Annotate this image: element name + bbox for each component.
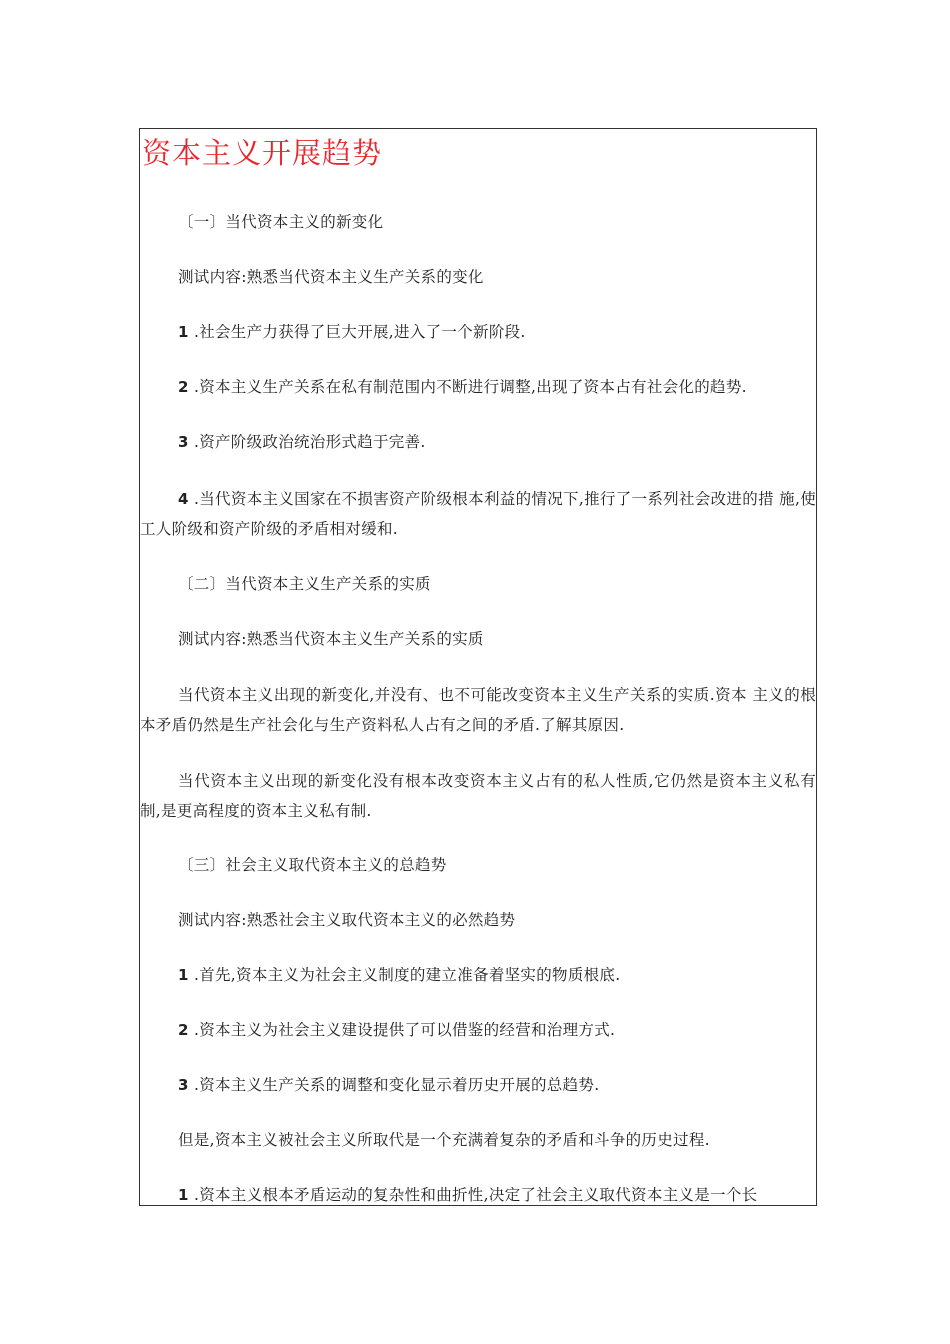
paragraph-text: .首先,资本主义为社会主义制度的建立准备着坚实的物质根底. (188, 966, 621, 984)
paragraph-number: 2 (178, 378, 189, 396)
document-title: 资本主义开展趋势 (142, 136, 383, 170)
paragraph-text: .资本主义生产关系的调整和变化显示着历史开展的总趋势. (188, 1076, 600, 1094)
body-paragraph (140, 680, 816, 740)
paragraph-text: .资本主义生产关系在私有制范围内不断进行调整,出现了资本占有社会化的趋势. (188, 378, 747, 396)
paragraph-number: 3 (178, 433, 189, 451)
list-item (140, 427, 816, 457)
paragraph-number: 3 (178, 1076, 189, 1094)
paragraph-number: 1 (178, 966, 189, 984)
body-paragraph (140, 1125, 816, 1155)
paragraph-text: .资本主义根本矛盾运动的复杂性和曲折性,决定了社会主义取代资本主义是一个长 (188, 1186, 758, 1204)
list-item (140, 1070, 816, 1100)
test-content-3 (140, 905, 816, 935)
paragraph-number: 2 (178, 1021, 189, 1039)
list-item (140, 1180, 816, 1206)
paragraph-number: 4 (178, 490, 189, 508)
list-item (140, 960, 816, 990)
paragraph-text: .当代资本主义国家在不损害资产阶级根本利益的情况下,推行了一系列社会改进的措 施,使工人阶级和资产阶级的矛盾相对缓和. (140, 490, 816, 538)
paragraph-number: 1 (178, 323, 189, 341)
paragraph-text: 〔三〕社会主义取代资本主义的总趋势 (178, 856, 447, 874)
paragraph-text: 测试内容:熟悉当代资本主义生产关系的变化 (178, 268, 484, 286)
paragraph-text: 测试内容:熟悉当代资本主义生产关系的实质 (178, 630, 484, 648)
list-item (140, 1015, 816, 1045)
paragraph-text: 测试内容:熟悉社会主义取代资本主义的必然趋势 (178, 911, 516, 929)
section-heading-1 (140, 207, 816, 237)
test-content-1 (140, 262, 816, 292)
list-item (140, 372, 816, 402)
document-frame (139, 128, 817, 1206)
list-item (140, 484, 816, 544)
body-paragraph (140, 766, 816, 826)
section-heading-3 (140, 850, 816, 880)
paragraph-text: 〔二〕当代资本主义生产关系的实质 (178, 575, 431, 593)
paragraph-text: .社会生产力获得了巨大开展,进入了一个新阶段. (188, 323, 526, 341)
test-content-2 (140, 624, 816, 654)
paragraph-text: 当代资本主义出现的新变化没有根本改变资本主义占有的私人性质,它仍然是资本主义私有制,是更高程度的资本主义私有制. (140, 772, 816, 820)
section-heading-2 (140, 569, 816, 599)
paragraph-text: 但是,资本主义被社会主义所取代是一个充满着复杂的矛盾和斗争的历史过程. (178, 1131, 710, 1149)
paragraph-text: .资产阶级政治统治形式趋于完善. (188, 433, 426, 451)
paragraph-number: 1 (178, 1186, 189, 1204)
paragraph-text: 〔一〕当代资本主义的新变化 (178, 213, 384, 231)
list-item (140, 317, 816, 347)
paragraph-text: 当代资本主义出现的新变化,并没有、也不可能改变资本主义生产关系的实质.资本 主义的根本矛盾仍然是生产社会化与生产资料私人占有之间的矛盾.了解其原因. (140, 686, 816, 734)
paragraph-text: .资本主义为社会主义建设提供了可以借鉴的经营和治理方式. (188, 1021, 616, 1039)
